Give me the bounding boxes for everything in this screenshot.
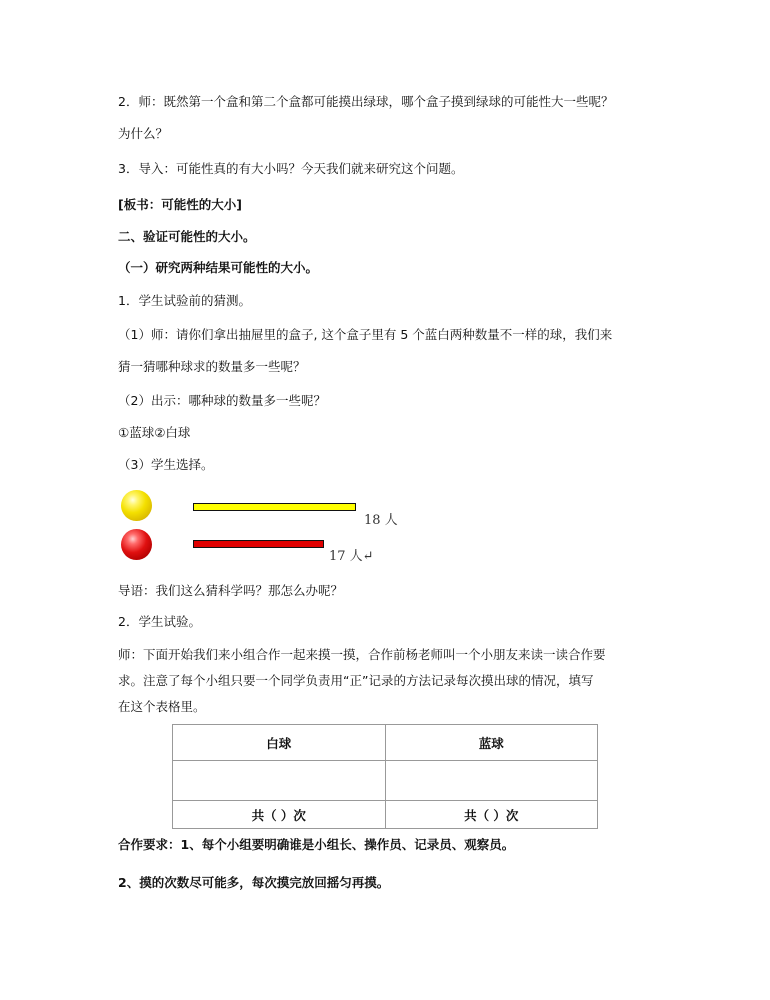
header-blue-ball: 蓝球 <box>385 725 598 761</box>
record-table <box>172 724 598 829</box>
choice-bar-red <box>193 540 324 548</box>
subsection-heading-1: （一）研究两种结果可能性的大小。 <box>118 260 319 275</box>
teacher-instruction-2: 求。注意了每个小组只要一个同学负责用“正”记录的方法记录每次摸出球的情况，填写 <box>118 673 594 688</box>
step-1-2: （2）出示：哪种球的数量多一些呢？ <box>118 393 326 408</box>
record-cell-white[interactable] <box>173 761 386 801</box>
paragraph-question-2: 2．师：既然第一个盒和第二个盒都可能摸出绿球，哪个盒子摸到绿球的可能性大一些呢？ <box>118 94 614 109</box>
teacher-instruction-1: 师：下面开始我们来小组合作一起来摸一摸，合作前杨老师叫一个小朋友来读一读合作要 <box>118 647 606 662</box>
choice-options: ①蓝球②白球 <box>118 425 191 440</box>
step-1-1-cont: 猜一猜哪种球求的数量多一些呢？ <box>118 359 306 374</box>
choice-count-18: 18 人 <box>364 513 398 528</box>
header-white-ball: 白球 <box>173 725 386 761</box>
cooperation-requirement-2: 2、摸的次数尽可能多，每次摸完放回摇匀再摸。 <box>118 875 390 890</box>
choice-bar-yellow <box>193 503 356 511</box>
yellow-ball-image <box>121 490 152 521</box>
record-cell-blue[interactable] <box>385 761 598 801</box>
total-white: 共（ ）次 <box>173 801 386 829</box>
teacher-instruction-3: 在这个表格里。 <box>118 699 206 714</box>
paragraph-intro-3: 3．导入：可能性真的有大小吗？今天我们就来研究这个问题。 <box>118 161 464 176</box>
paragraph-why: 为什么？ <box>118 126 169 141</box>
red-ball-image <box>121 529 152 560</box>
step-1-heading: 1．学生试验前的猜测。 <box>118 293 251 308</box>
section-heading-2: 二、验证可能性的大小。 <box>118 229 256 244</box>
blackboard-title: [板书：可能性的大小] <box>118 197 242 212</box>
step-2-heading: 2．学生试验。 <box>118 614 201 629</box>
step-1-1: （1）师：请你们拿出抽屉里的盒子, 这个盒子里有 5 个蓝白两种数量不一样的球，我们来 <box>118 327 613 342</box>
cooperation-requirement-1: 合作要求：1、每个小组要明确谁是小组长、操作员、记录员、观察员。 <box>118 837 515 852</box>
guide-text: 导语：我们这么猜科学吗？那怎么办呢？ <box>118 583 344 598</box>
choice-count-17: 17 人↵ <box>329 549 374 564</box>
step-1-3: （3）学生选择。 <box>118 457 214 472</box>
total-blue: 共（ ）次 <box>385 801 598 829</box>
